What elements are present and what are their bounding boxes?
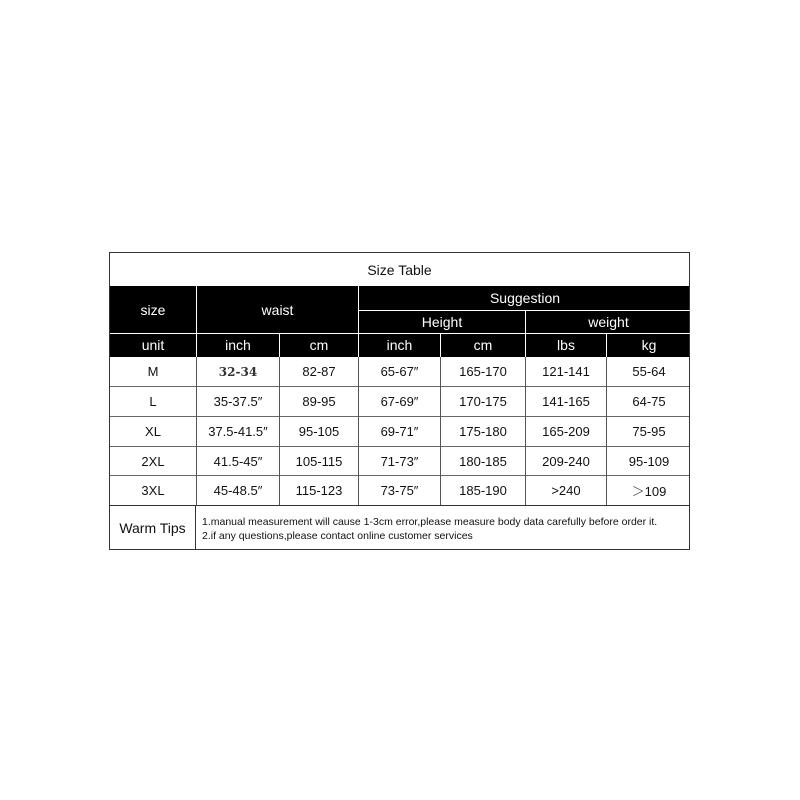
table-row: [110, 357, 689, 386]
unit-height-inch: inch: [386, 337, 413, 353]
warm-tips-row: [110, 505, 689, 549]
cell-weight-lbs: >240: [551, 483, 581, 498]
cell-waist-cm: 115-123: [295, 483, 343, 498]
unit-waist-cm: cm: [309, 337, 329, 353]
cell-weight-lbs: 121-141: [542, 364, 590, 379]
cell-height-inch: 71-73″: [380, 454, 419, 469]
unit-weight-lbs: lbs: [557, 337, 575, 353]
cell-size: XL: [145, 424, 161, 439]
header-waist: waist: [261, 301, 294, 318]
header-unit: unit: [141, 337, 165, 353]
cell-weight-kg: 75-95: [632, 424, 666, 439]
cell-height-cm: 185-190: [459, 483, 507, 498]
header-divider: [359, 310, 691, 311]
cell-size: 2XL: [141, 454, 165, 469]
warm-tip-2: 2.if any questions,please contact online customer services: [202, 530, 473, 542]
cell-waist-inch: 41.5-45″: [213, 454, 263, 469]
cell-height-inch: 67-69″: [380, 394, 419, 409]
header-size: size: [140, 301, 166, 318]
header-divider: [606, 333, 607, 357]
unit-weight-kg: kg: [641, 337, 657, 353]
header-height: Height: [421, 313, 463, 330]
table-title: Size Table: [367, 261, 432, 278]
header-divider: [440, 333, 441, 357]
cell-waist-cm: 95-105: [298, 424, 340, 439]
header-weight: weight: [588, 313, 629, 330]
warm-tips-label: Warm Tips: [110, 506, 196, 549]
cell-size: M: [147, 364, 159, 379]
table-body: [110, 357, 689, 505]
cell-weight-kg: 95-109: [628, 454, 670, 469]
cell-height-cm: 180-185: [459, 454, 507, 469]
size-table: [109, 252, 690, 550]
header-divider: [279, 333, 280, 357]
cell-waist-cm: 89-95: [302, 394, 336, 409]
cell-weight-kg: 64-75: [632, 394, 666, 409]
cell-weight-kg: 55-64: [632, 364, 666, 379]
cell-height-inch: 69-71″: [380, 424, 419, 439]
cell-waist-cm: 105-115: [295, 454, 343, 469]
cell-height-cm: 175-180: [459, 424, 507, 439]
table-row: [110, 447, 689, 476]
cell-height-cm: 170-175: [459, 394, 507, 409]
table-row: [110, 476, 689, 505]
cell-waist-cm: 82-87: [302, 364, 336, 379]
cell-waist-inch: 35-37.5″: [213, 394, 263, 409]
table-header: [110, 286, 689, 357]
cell-waist-inch: 32-34: [218, 364, 258, 379]
header-divider: [358, 286, 359, 357]
cell-weight-lbs: 165-209: [542, 424, 590, 439]
cell-weight-lbs: 141-165: [542, 394, 590, 409]
unit-height-cm: cm: [473, 337, 493, 353]
cell-size: 3XL: [141, 483, 165, 498]
cell-height-inch: 73-75″: [380, 483, 419, 498]
warm-tip-1: 1.manual measurement will cause 1-3cm error,please measure body data carefully before order it.: [202, 516, 658, 528]
cell-height-cm: 165-170: [459, 364, 507, 379]
unit-waist-inch: inch: [225, 337, 251, 353]
header-suggestion: Suggestion: [489, 290, 561, 306]
header-divider: [110, 333, 691, 334]
header-divider: [196, 286, 197, 357]
cell-weight-kg: ＞109: [631, 484, 667, 499]
table-row: [110, 387, 689, 416]
cell-weight-lbs: 209-240: [542, 454, 590, 469]
cell-waist-inch: 37.5-41.5″: [208, 424, 268, 439]
warm-tips-text: [202, 515, 657, 543]
cell-waist-inch: 45-48.5″: [213, 483, 263, 498]
cell-height-inch: 65-67″: [380, 364, 419, 379]
cell-size: L: [149, 394, 157, 409]
table-row: [110, 417, 689, 446]
